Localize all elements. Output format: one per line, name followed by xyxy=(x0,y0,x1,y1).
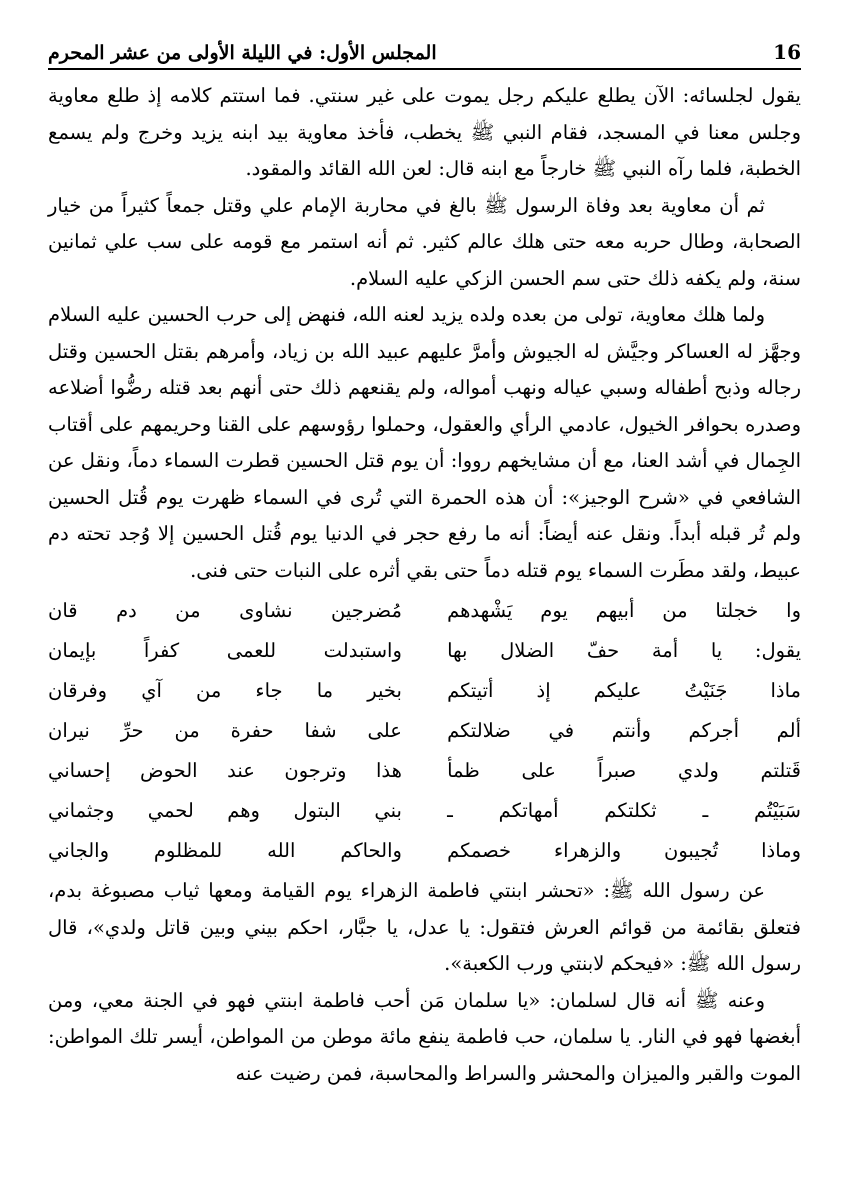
poem-verse xyxy=(48,711,801,751)
paragraph: وعنه ﷺ أنه قال لسلمان: «يا سلمان مَن أحب فاطمة ابنتي فهو في الجنة معي، ومن أبغضها فهو في النار. يا سلمان، حب فاطمة ينفع مائة موطن من المواطن، أيسر تلك المواطن: الموت والقبر والميزان والمحشر والسراط والمحاسبة، فمن رضيت عنه xyxy=(48,988,801,1085)
page-body xyxy=(48,78,801,1092)
paragraph: عن رسول الله ﷺ: «تحشر ابنتي فاطمة الزهراء يوم القيامة ومعها ثياب مصبوغة بدم، فتعلق بقائمة من قوائم العرش فتقول: يا عدل، يا جبَّار، احكم بيني وبين قاتل ولدي»، قال رسول الله ﷺ: «فيحكم لابنتي ورب الكعبة». xyxy=(48,879,801,975)
verse-first-half: سَبَيْتُم ـ ثكلتكم أمهاتكم ـ xyxy=(447,798,801,822)
poem-verse xyxy=(48,631,801,671)
verse-second-half: مُضرجين نشاوى من دم قان xyxy=(48,598,402,622)
page-number: 16 xyxy=(773,40,801,64)
paragraph: ولما هلك معاوية، تولى من بعده ولده يزيد لعنه الله، فنهض إلى حرب الحسين عليه السلام وجهَّز له العساكر وجيَّش له الجيوش وأمرَّ عليهم عبيد الله بن زياد، وأمرهم بقتل الحسين وقتل رجاله وذبح أطفاله وسبي عياله ونهب أمواله، ولم يقنعهم ذلك حتى أنهم بعد قتله رضُّوا أضلاعه وصدره بحوافر الخيول، عادمي الرأي والعقول، وحملوا رؤوسهم على القنا وحريمهم على أقتاب الجِمال في أشد العنا، مع أن مشايخهم رووا: أن يوم قتل الحسين قطرت السماء دماً، ونقل عن الشافعي في «شرح الوجيز»: أن هذه الحمرة التي تُرى في السماء ظهرت يوم قُتل الحسين ولم تُر قبله أبداً. ونقل عنه أيضاً: أنه ما رفع حجر في الدنيا يوم قُتل الحسين إلا وُجد تحته دم عبيط، ولقد مطَرت السماء يوم قتله دماً حتى بقي أثره على النبات حتى فنى. xyxy=(48,303,801,582)
verse-first-half: ألم أجركم وأنتم في ضلالتكم xyxy=(447,718,801,742)
verse-second-half: هذا وترجون عند الحوض إحساني xyxy=(48,758,402,782)
verse-second-half: والحاكم الله للمظلوم والجاني xyxy=(48,838,402,862)
poem xyxy=(48,591,801,871)
running-title: المجلس الأول: في الليلة الأولى من عشر المحرم xyxy=(48,42,437,64)
verse-second-half: واستبدلت للعمى كفراً بإيمان xyxy=(48,638,402,662)
verse-first-half: ماذا جَنَيْتُ عليكم إذ أتيتكم xyxy=(447,678,801,702)
poem-verse xyxy=(48,791,801,831)
poem-verse xyxy=(48,591,801,631)
paragraph: ثم أن معاوية بعد وفاة الرسول ﷺ بالغ في محاربة الإمام علي وقتل جمعاً كثيراً من خيار الصحابة، وطال حربه معه حتى هلك عالم كثير. ثم أنه استمر مع قومه على سب علي ثمانين سنة، ولم يكفه ذلك حتى سم الحسن الزكي عليه السلام. xyxy=(48,193,801,290)
poem-verse xyxy=(48,671,801,711)
paragraph: يقول لجلسائه: الآن يطلع عليكم رجل يموت على غير سنتي. فما استتم كلامه إذ طلع معاوية وجلس معنا في المسجد، فقام النبي ﷺ يخطب، فأخذ معاوية بيد ابنه يزيد وخرج ولم يسمع الخطبة، فلما رآه النبي ﷺ خارجاً مع ابنه قال: لعن الله القائد والمقود. xyxy=(48,84,801,180)
verse-first-half: قَتلتم ولدي صبراً على ظمأ xyxy=(447,758,801,782)
poem-verse xyxy=(48,831,801,871)
verse-second-half: بني البتول وهم لحمي وجثماني xyxy=(48,798,402,822)
verse-first-half: وا خجلتا من أبيهم يوم يَشْهدهم xyxy=(447,598,801,622)
verse-first-half: يقول: يا أمة حفّ الضلال بها xyxy=(447,638,801,662)
page-header xyxy=(48,28,801,70)
verse-second-half: بخير ما جاء من آي وفرقان xyxy=(48,678,402,702)
verse-first-half: وماذا تُجيبون والزهراء خصمكم xyxy=(447,838,801,862)
verse-second-half: على شفا حفرة من حرِّ نيران xyxy=(48,718,402,742)
poem-verse xyxy=(48,751,801,791)
